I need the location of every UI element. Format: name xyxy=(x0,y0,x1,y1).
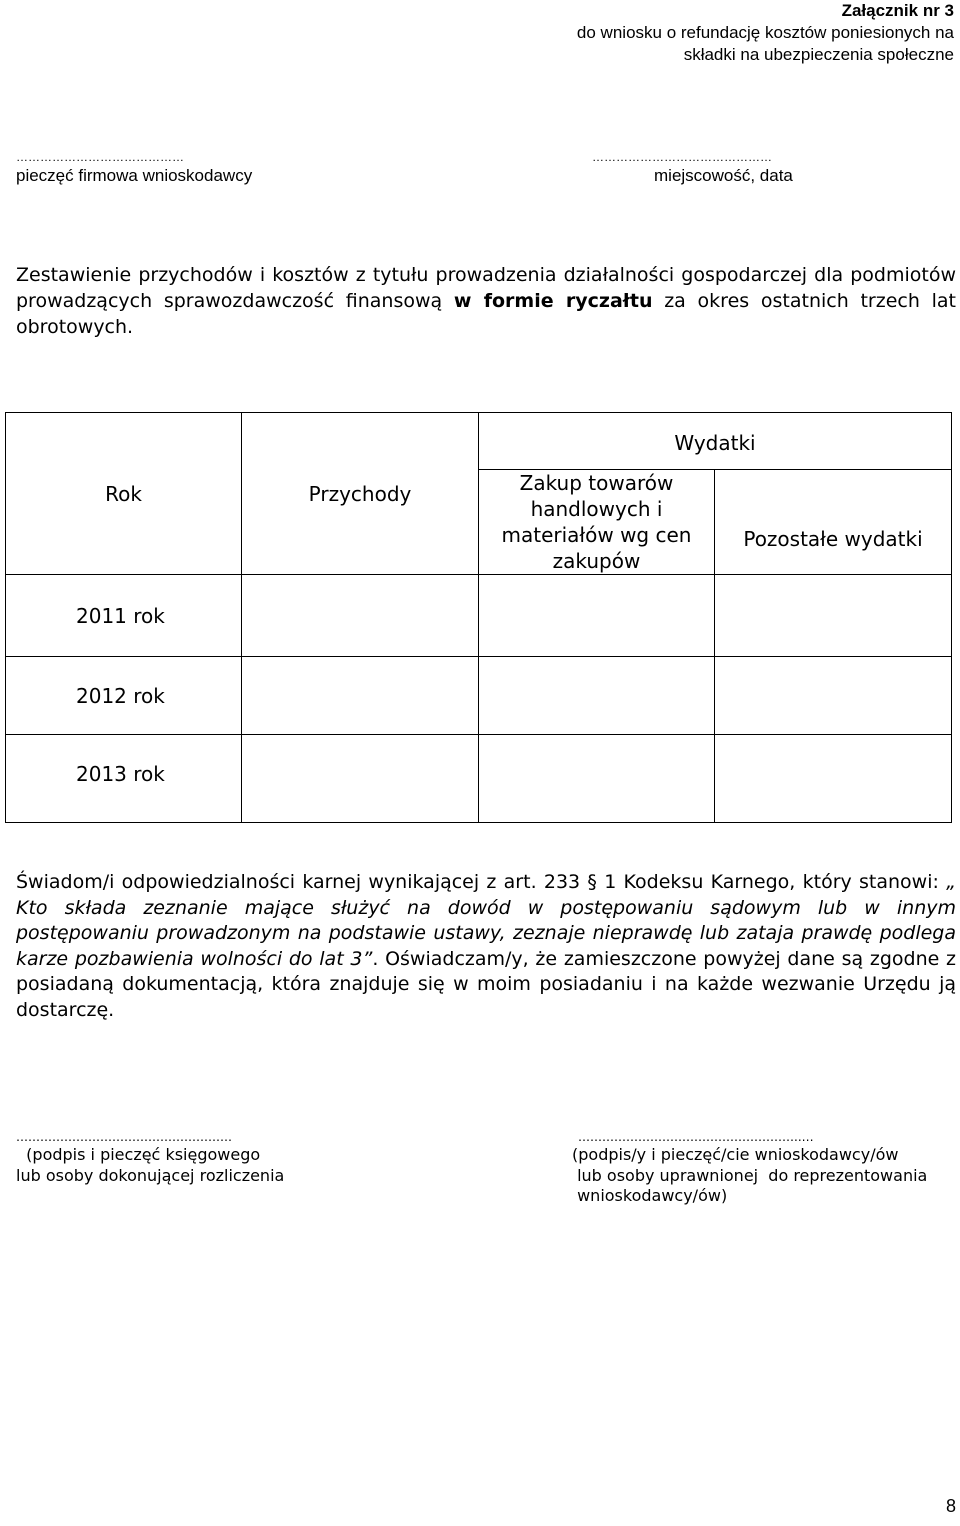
declaration-part1: Świadom/i odpowiedzialności karnej wynikającej z art. 233 xyxy=(16,871,588,893)
year-cell: 2012 rok xyxy=(6,657,242,735)
applicant-signature-line1: (podpis/y i pieczęć/cie wnioskodawcy/ów xyxy=(572,1145,899,1164)
accountant-signature-line1: (podpis i pieczęć księgowego xyxy=(16,1145,261,1164)
applicant-signature-dots: ………………………………………………..… xyxy=(578,1130,814,1144)
attachment-header xyxy=(454,0,954,66)
header-expenses: Wydatki xyxy=(479,413,952,470)
accountant-signature-line2: lub osoby dokonującej rozliczenia xyxy=(16,1166,285,1185)
applicant-signature-line3: wnioskodawcy/ów) xyxy=(572,1186,728,1205)
section-symbol: § xyxy=(587,871,597,893)
company-stamp-caption: pieczęć firmowa wnioskodawcy xyxy=(16,166,253,185)
attachment-subtitle-line1: do wniosku o refundację kosztów poniesionych na xyxy=(576,23,954,42)
income-expense-table xyxy=(5,412,952,823)
header-other-expenses: Pozostałe wydatki xyxy=(715,470,952,575)
accountant-signature-dots: ……………………………………………… xyxy=(16,1130,232,1144)
intro-text-bold: w formie ryczałtu xyxy=(453,290,653,312)
table-row xyxy=(6,735,952,823)
purchase-cell xyxy=(479,735,715,823)
intro-paragraph xyxy=(16,262,956,340)
purchase-cell xyxy=(479,657,715,735)
income-cell xyxy=(242,575,479,657)
income-cell xyxy=(242,735,479,823)
place-date-caption: miejscowość, data xyxy=(654,166,793,185)
company-stamp-dots: …………………………………… xyxy=(16,150,184,164)
intro-text-part1: Zestawienie przychodów i kosztów z tytułu prowadzenia działalności gospodarczej dla podmiotów prowadzących sprawozdawczość finansową xyxy=(16,264,956,312)
attachment-title: Załącznik nr 3 xyxy=(841,1,954,20)
applicant-signature-line2: lub osoby uprawnionej do reprezentowania xyxy=(572,1166,928,1185)
other-cell xyxy=(715,575,952,657)
other-cell xyxy=(715,735,952,823)
header-purchase: Zakup towarów handlowych i materiałów wg cen zakupów xyxy=(479,470,715,575)
declaration-part3: . Oświadczam/y, że zamieszczone powyżej dane są zgodne z posiadaną dokumentacją, która znajduje się w moim posiadaniu i na każde wezwanie Urzędu ją dostarczę. xyxy=(16,947,957,1021)
purchase-cell xyxy=(479,575,715,657)
income-cell xyxy=(242,657,479,735)
page-number: 8 xyxy=(945,1496,956,1516)
header-year: Rok xyxy=(6,413,242,575)
table-row xyxy=(6,657,952,735)
intro-text-part2: za okres ostatnich trzech lat obrotowych. xyxy=(16,290,956,338)
attachment-subtitle-line2: składki na ubezpieczenia społeczne xyxy=(683,45,954,64)
header-income: Przychody xyxy=(242,413,479,575)
other-cell xyxy=(715,657,952,735)
place-date-dots: ……………………………………… xyxy=(592,150,772,164)
declaration-part2: 1 Kodeksu Karnego, który stanowi: xyxy=(596,871,947,893)
year-cell: 2011 rok xyxy=(6,575,242,657)
penal-code-quote: „ Kto składa zeznanie mające służyć na dowód w postępowaniu sądowym lub w innym postępowaniu prowadzonym na podstawie ustawy, zeznaje nieprawdę lub zataja prawdę podlega karze pozbawienia wolności do lat 3” xyxy=(16,871,957,970)
table-row xyxy=(6,575,952,657)
year-cell: 2013 rok xyxy=(6,735,242,823)
declaration-paragraph xyxy=(16,870,956,1023)
